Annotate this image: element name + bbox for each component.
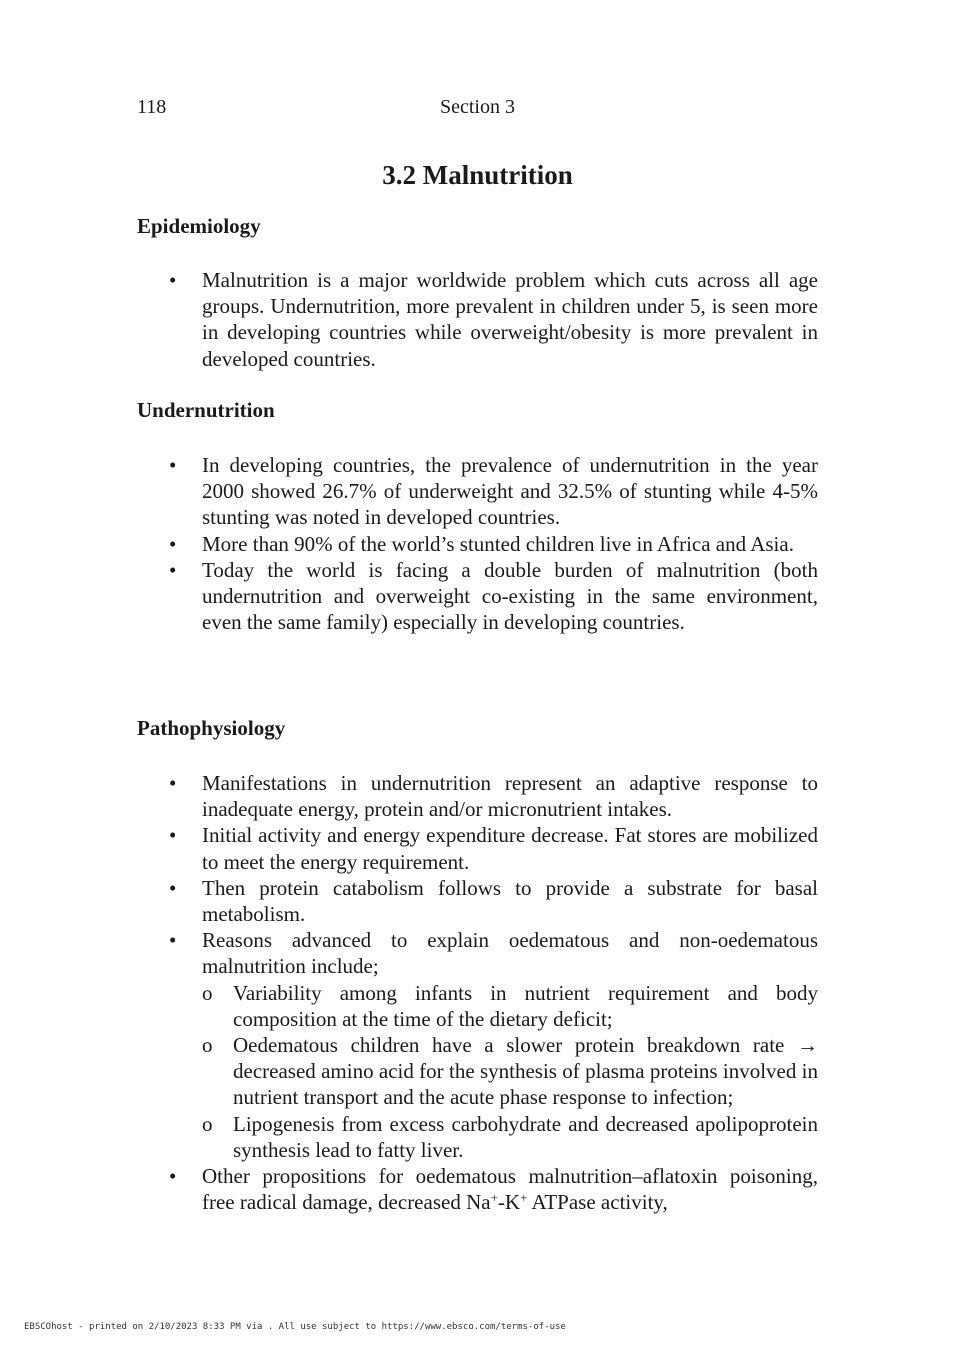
list-item: • Then protein catabolism follows to provide a substrate for basal metabolism. <box>202 875 818 927</box>
list-item: • In developing countries, the prevalence of undernutrition in the year 2000 showed 26.7% of underweight and 32.5% of stunting while 4-5% stunting was noted in developed countries. <box>202 452 818 531</box>
superscript-plus: + <box>520 1190 528 1206</box>
sub-list <box>233 980 818 1163</box>
list-item <box>202 927 818 1163</box>
list-item: • Malnutrition is a major worldwide problem which cuts across all age groups. Undernutrition, more prevalent in children under 5, is seen more in developing countries while overweight/obesity is more prevalent in developed countries. <box>202 267 818 372</box>
list-item-text: Reasons advanced to explain oedematous and non-oedematous malnutrition include; <box>202 928 818 979</box>
sub-list-item: o Oedematous children have a slower protein breakdown rate → decreased amino acid for the synthesis of plasma proteins involved in nutrient transport and the acute phase response to infection; <box>233 1032 818 1111</box>
heading-epidemiology: Epidemiology <box>137 214 261 238</box>
sub-list-item: o Variability among infants in nutrient requirement and body composition at the time of the dietary deficit; <box>233 980 818 1032</box>
pathophysiology-list <box>202 770 818 1215</box>
epidemiology-list <box>202 267 818 372</box>
sub-list-item: o Lipogenesis from excess carbohydrate and decreased apolipoprotein synthesis lead to fatty liver. <box>233 1111 818 1163</box>
text-segment: -K <box>497 1190 521 1215</box>
superscript-plus: + <box>490 1190 498 1206</box>
running-head: Section 3 <box>440 96 515 118</box>
footer-note: EBSCOhost - printed on 2/10/2023 8:33 PM via . All use subject to https://www.ebsco.com/terms-of-use <box>24 1322 566 1332</box>
page-number: 118 <box>137 96 167 118</box>
text-segment: Other propositions for oedematous malnutrition–aflatoxin poisoning, free radical damage, decreased Na <box>202 1164 818 1215</box>
text-segment: ATPase activity, <box>527 1190 668 1215</box>
heading-undernutrition: Undernutrition <box>137 398 275 422</box>
list-item: • Manifestations in undernutrition represent an adaptive response to inadequate energy, protein and/or micronutrient intakes. <box>202 770 818 822</box>
list-item: • More than 90% of the world’s stunted children live in Africa and Asia. <box>202 531 818 557</box>
list-item: • Initial activity and energy expenditure decrease. Fat stores are mobilized to meet the energy requirement. <box>202 822 818 874</box>
undernutrition-list <box>202 452 818 635</box>
list-item <box>202 1163 818 1215</box>
page-title: 3.2 Malnutrition <box>382 160 573 190</box>
heading-pathophysiology: Pathophysiology <box>137 716 286 740</box>
list-item: • Today the world is facing a double burden of malnutrition (both undernutrition and overweight co-existing in the same environment, even the same family) especially in developing countries. <box>202 557 818 636</box>
